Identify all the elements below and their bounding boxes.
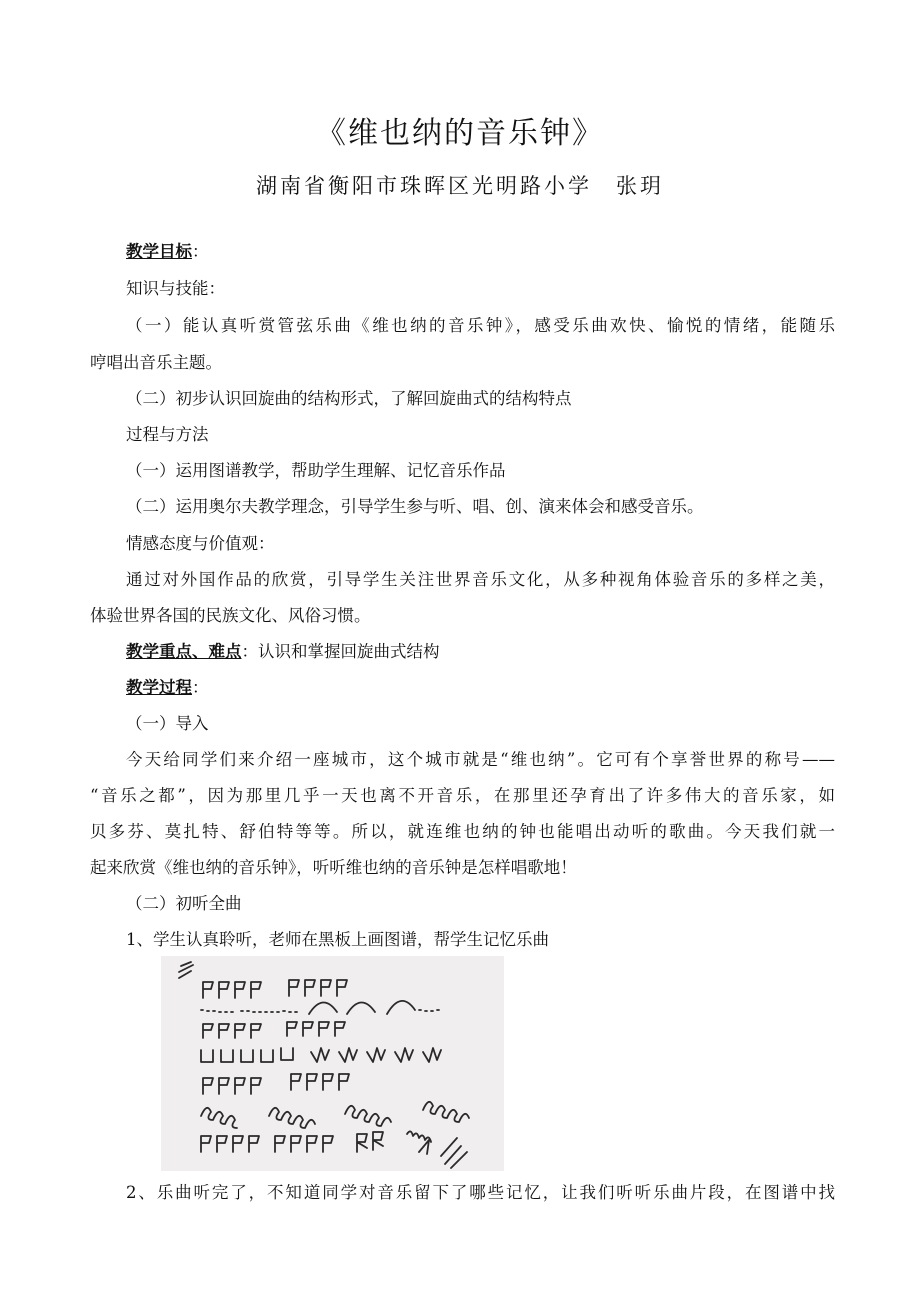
colon: ： (192, 678, 209, 697)
goal-2: （二）初步认识回旋曲的结构形式，了解回旋曲式的结构特点 (126, 389, 572, 408)
method-2: （二）运用奥尔夫教学理念，引导学生参与听、唱、创、演来体会和感受音乐。 (126, 497, 704, 516)
key-points-line (126, 642, 440, 662)
knowledge-skills-label: 知识与技能： (126, 279, 225, 298)
document-title: 《维也纳的音乐钟》 (316, 116, 604, 151)
listen-item-1: 1、学生认真聆听，老师在黑板上画图谱，帮学生记忆乐曲 (126, 930, 549, 949)
colon: ： (192, 242, 209, 261)
intro-line-2: “音乐之都”，因为那里几乎一天也离不开音乐，在那里还孕育出了许多伟大的音乐家，如 (90, 786, 835, 805)
intro-line-1: 今天给同学们来介绍一座城市，这个城市就是“维也纳”。它可有个享誉世界的称号—— (126, 750, 835, 769)
intro-line-4: 起来欣赏《维也纳的音乐钟》，听听维也纳的音乐钟是怎样唱歌地！ (90, 858, 577, 877)
graphic-score-image (161, 956, 504, 1171)
key-points-heading: 教学重点、难点 (126, 642, 242, 661)
key-points-text: ：认识和掌握回旋曲式结构 (241, 642, 440, 661)
teaching-goals-heading: 教学目标 (126, 242, 192, 261)
author-line: 湖南省衡阳市珠晖区光明路小学 张玥 (256, 174, 664, 198)
graphic-score-drawing (161, 956, 504, 1171)
teaching-goals-line (126, 242, 209, 262)
process-heading: 教学过程 (126, 678, 192, 697)
listen-item-2: 2、乐曲听完了，不知道同学对音乐留下了哪些记忆，让我们听听乐曲片段，在图谱中找 (126, 1183, 835, 1202)
intro-line-3: 贝多芬、莫扎特、舒伯特等等。所以，就连维也纳的钟也能唱出动听的歌曲。今天我们就一 (90, 822, 835, 841)
process-heading-line (126, 678, 209, 698)
attitude-line-2: 体验世界各国的民族文化、风俗习惯。 (90, 606, 371, 625)
process-method-label: 过程与方法 (126, 425, 209, 444)
goal-1-line-2: 哼唱出音乐主题。 (90, 353, 222, 372)
attitude-label: 情感态度与价值观： (126, 534, 275, 553)
goal-1-line-1: （一）能认真听赏管弦乐曲《维也纳的音乐钟》，感受乐曲欢快、愉悦的情绪，能随乐 (126, 316, 835, 335)
attitude-line-1: 通过对外国作品的欣赏，引导学生关注世界音乐文化，从多种视角体验音乐的多样之美， (126, 570, 835, 589)
method-1: （一）运用图谱教学，帮助学生理解、记忆音乐作品 (126, 461, 506, 480)
step-1-heading: （一）导入 (126, 714, 209, 733)
step-2-heading: （二）初听全曲 (126, 894, 242, 913)
